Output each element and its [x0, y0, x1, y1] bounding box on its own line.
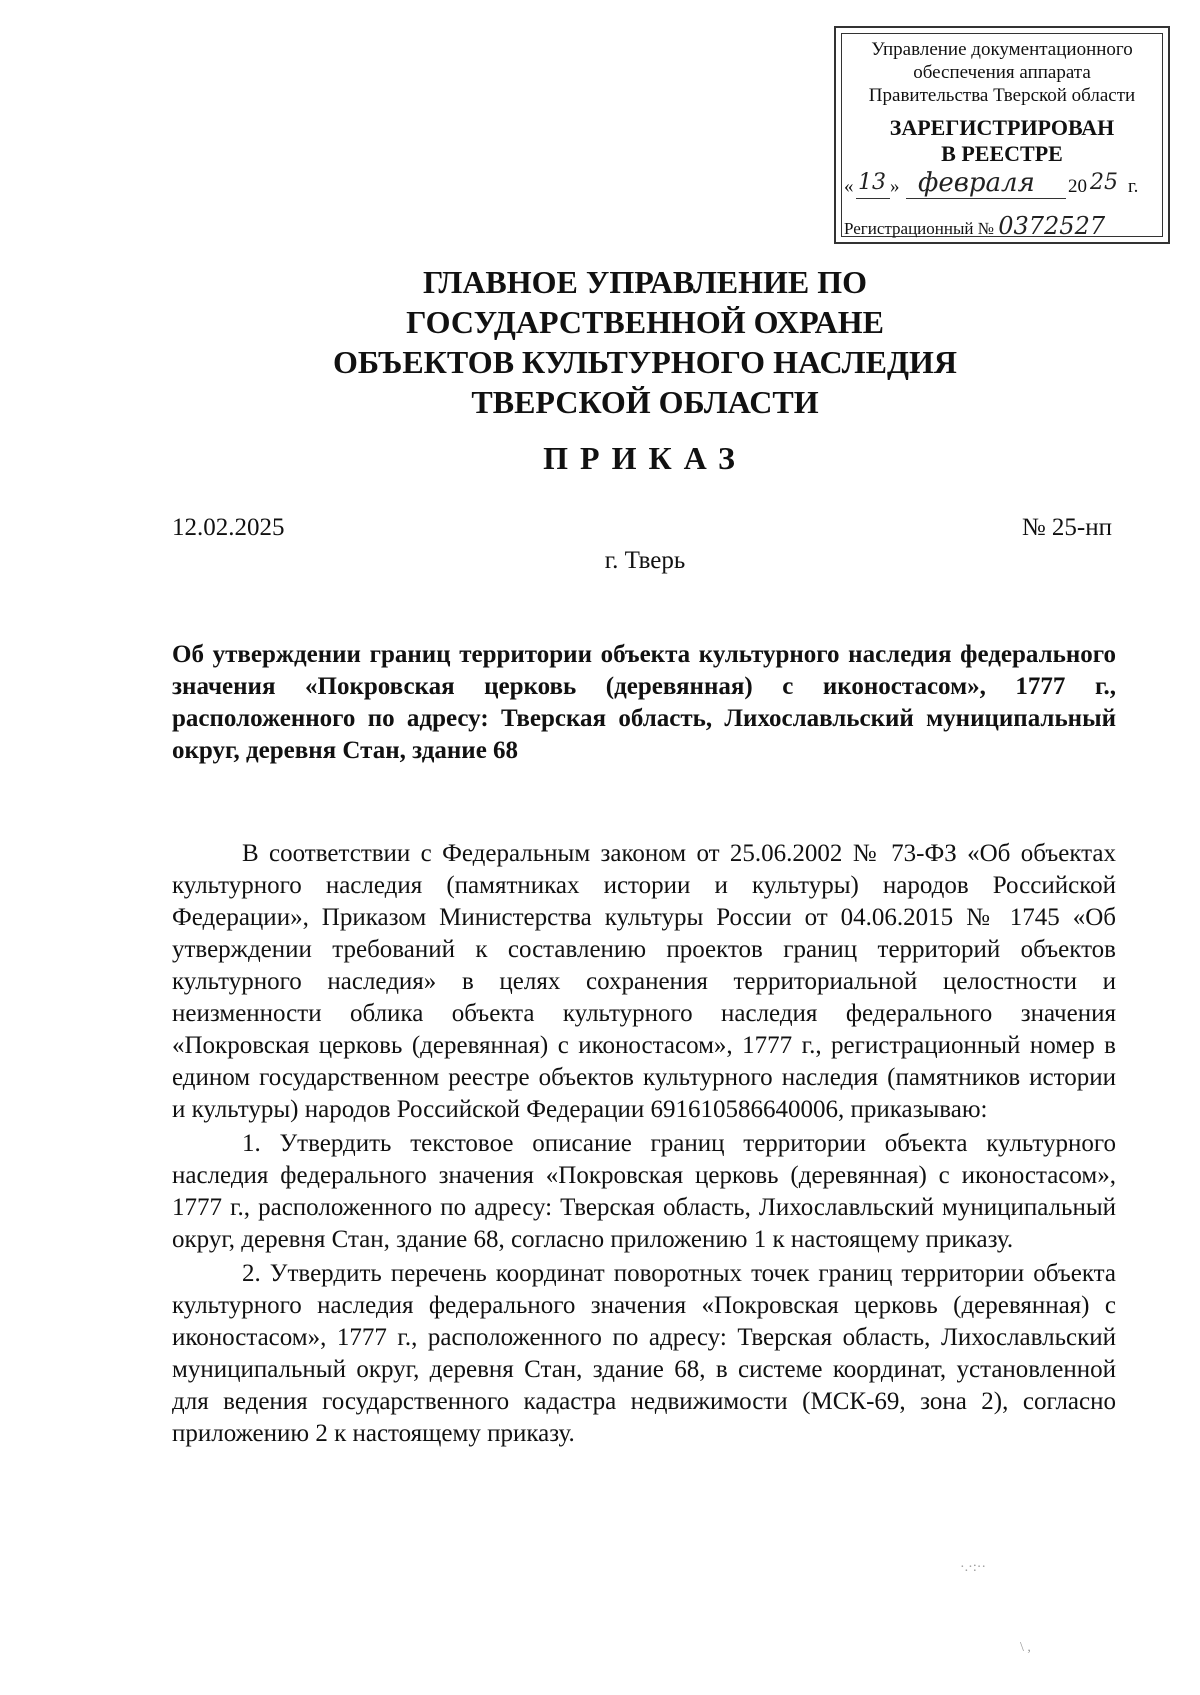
stamp-date: « 13 » февраля 20 25 г. [844, 168, 1139, 198]
stamp-registered-line-1: ЗАРЕГИСТРИРОВАН [889, 115, 1115, 140]
registration-stamp [834, 26, 1170, 244]
stamp-year-prefix: 20 [1068, 176, 1087, 197]
order-subject: Об утверждении границ территории объекта культурного наследия федерального значения «Покровская церковь (деревянная) с иконостасом», 1777 г., расположенного по адресу: Тверская область, Лихославльский муниципальный округ, деревня Стан, здание 68 [172, 641, 1116, 764]
agency-title-line-2: ГОСУДАРСТВЕННОЙ ОХРАНЕ [406, 304, 884, 340]
stamp-regno-row [844, 212, 1105, 240]
stamp-month: февраля [918, 168, 1035, 198]
stamp-line-1: Управление документационного [871, 39, 1133, 60]
body-preamble: В соответствии с Федеральным законом от 25.06.2002 № 73-ФЗ «Об объектах культурного наследия (памятниках истории и культуры) народов Российской Федерации», Приказом Министерства культуры России от 04.06.2015 № 1745 «Об утверждении требований к составлению проектов границ территорий объектов культурного наследия» в целях сохранения территориальной целостности и неизменности облика объекта культурного наследия федерального значения «Покровская церковь (деревянная) с иконостасом», 1777 г., регистрационный номер в едином государственном реестре объектов культурного наследия (памятников истории и культуры) народов Российской Федерации 691610586640006, приказываю: [172, 840, 1116, 1123]
agency-title-line-4: ТВЕРСКОЙ ОБЛАСТИ [471, 384, 819, 420]
doc-type-heading: ПРИКАЗ [543, 440, 747, 476]
agency-title-line-1: ГЛАВНОЕ УПРАВЛЕНИЕ ПО [422, 264, 868, 300]
order-number: № 25-нп [1021, 514, 1112, 541]
order-city: г. Тверь [604, 547, 686, 574]
scan-artifact-2: \ , [1020, 1640, 1031, 1655]
stamp-year-end: г. [1128, 176, 1139, 197]
stamp-day: 13 [858, 170, 886, 195]
stamp-line-3: Правительства Тверской области [868, 85, 1136, 106]
body-item-2: 2. Утвердить перечень координат поворотных точек границ территории объекта культурного наследия федерального значения «Покровская церковь (деревянная) с иконостасом», 1777 г., расположенного по адресу: Тверская область, Лихославльский муниципальный округ, деревня Стан, здание 68, в системе координат, установленной для ведения государственного кадастра недвижимости (МСК-69, зона 2), согласно приложению 2 к настоящему приказу. [172, 1260, 1116, 1447]
stamp-line-2: обеспечения аппарата [913, 62, 1091, 83]
agency-title-line-3: ОБЪЕКТОВ КУЛЬТУРНОГО НАСЛЕДИЯ [333, 344, 957, 380]
stamp-year-suffix: 25 [1090, 170, 1118, 195]
scan-artifact-1: ·.·:·· [960, 1560, 987, 1575]
stamp-registered-label [842, 115, 1162, 167]
stamp-registered-line-2: В РЕЕСТРЕ [941, 141, 1063, 166]
order-body [172, 838, 1116, 1450]
stamp-regno-label: Регистрационный № [844, 219, 994, 238]
agency-title [170, 262, 1120, 422]
stamp-inner-frame [841, 33, 1163, 237]
stamp-regno-value: 0372527 [998, 212, 1106, 240]
order-date: 12.02.2025 [172, 514, 285, 541]
body-item-1: 1. Утвердить текстовое описание границ территории объекта культурного наследия федерального значения «Покровская церковь (деревянная) с иконостасом», 1777 г., расположенного по адресу: Тверская область, Лихославльский муниципальный округ, деревня Стан, здание 68, согласно приложению 1 к настоящему приказу. [172, 1130, 1116, 1253]
